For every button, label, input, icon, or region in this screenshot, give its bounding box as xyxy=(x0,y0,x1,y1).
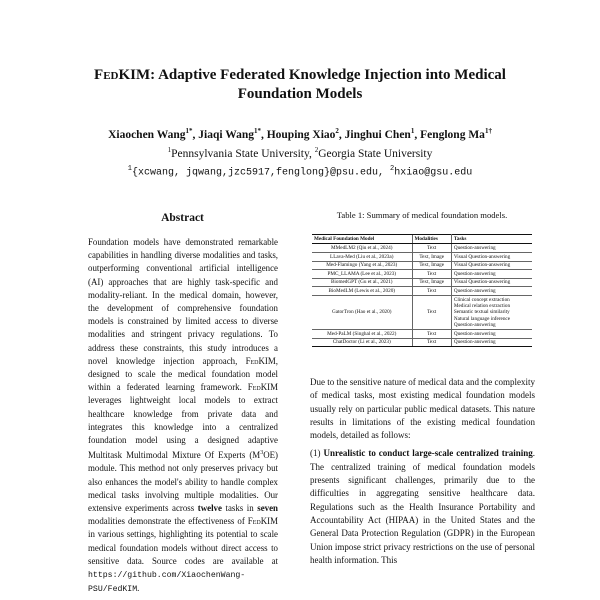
tasks-cell xyxy=(451,261,532,270)
table-row xyxy=(312,278,532,287)
modalities-cell: Text xyxy=(412,295,451,329)
model-cell: BiomedGPT (Gu et al., 2021) xyxy=(312,278,412,287)
tasks-cell xyxy=(451,270,532,279)
table-caption: Table 1: Summary of medical foundation models. xyxy=(336,210,508,220)
modalities-cell: Text, Image xyxy=(412,278,451,287)
paper-title xyxy=(60,66,540,104)
tasks-cell xyxy=(451,287,532,296)
abstract-part: Foundation models have demonstrated remarkable capabilities in handling diverse modalities and tasks, outperforming conventional artificial intelligence (AI) approaches that are highly task-specific and modality-reliant. In the medical domain, however, the development of comprehensive foundation models is constrained by limited access to diverse modalities and stringent privacy regulations. To address these constraints, this study introduces a novel knowledge injection approach, xyxy=(88,237,278,366)
table-row xyxy=(312,261,532,270)
system-name: FedKIM xyxy=(245,355,276,366)
tasks-cell xyxy=(451,330,532,339)
system-name: FedKIM xyxy=(247,516,278,527)
task-item: Natural language inference xyxy=(453,315,511,322)
model-cell: Med-Flamingo (Yang et al., 2023) xyxy=(312,261,412,270)
author-mark: 1* xyxy=(185,127,193,135)
bold-word: seven xyxy=(257,503,278,514)
tasks-cell xyxy=(451,278,532,287)
paragraph: Due to the sensitive nature of medical data and the complexity of medical tasks, most existing medical foundation models usually rely on particular public medical datasets. This nature results in limitations of the existing medical foundation models, detailed as follows: xyxy=(310,377,535,441)
task-item: Question-answering xyxy=(453,330,496,337)
abstract-part: . xyxy=(137,583,140,594)
tasks-cell xyxy=(451,244,532,253)
table-row xyxy=(312,287,532,296)
author-block xyxy=(30,124,570,180)
modalities-cell: Text xyxy=(412,270,451,279)
bold-heading: Unrealistic to conduct large-scale centralized training xyxy=(323,448,533,459)
modalities-cell: Text xyxy=(412,287,451,296)
author-names: Xiaochen Wang$^{1*}$, Jiaqi Wang$^{1*}$, Houping Xiao$^2$, Jinghui Chen$^1$, Fenglong $Ma^{1\dagger}$ xyxy=(108,127,492,141)
modalities-cell: Text xyxy=(412,244,451,253)
system-name: FedKIM xyxy=(94,67,151,83)
abstract-part: modalities demonstrate the effectiveness of xyxy=(88,516,248,527)
email-mark: 2 xyxy=(390,164,395,173)
paragraph-text: . The centralized training of medical foundation models presents significant challenges, primarily due to the difficulties in aggregating sensitive healthcare data. Regulations such as the Health Insurance Portability and Accountability Act (HIPAA) in the United States and the General Data Protection Regulation (GDPR) in the European Union impose strict privacy restrictions on the use of personal health information. This xyxy=(310,448,536,565)
table-row xyxy=(312,270,532,279)
author-name: Fenglong Ma xyxy=(420,128,485,141)
author-mark: 1 xyxy=(410,127,415,135)
table-row xyxy=(312,330,532,339)
author-name: Jiaqi Wang xyxy=(198,128,254,141)
task-item: Visual Question-answering xyxy=(453,279,511,286)
abstract-part: OE) module. This method not only preserves privacy but also enhances the model's ability to handle complex medical tasks involving multiple modalities. Our extensive experiments across xyxy=(88,450,278,514)
modalities-cell: Text, Image xyxy=(412,261,451,270)
task-item: Question-answering xyxy=(453,270,496,277)
modalities-cell: Text, Image xyxy=(412,253,451,262)
author-mark: 1* xyxy=(253,127,261,135)
task-item: Visual Question-answering xyxy=(453,262,511,269)
model-cell: PMC_LLAMA (Lee et al., 2023) xyxy=(312,270,412,279)
title-line-1 xyxy=(60,66,540,85)
emails xyxy=(30,162,570,180)
abstract-text xyxy=(88,236,278,596)
affil-mark: 2 xyxy=(314,145,319,154)
abstract-part: tasks in xyxy=(221,503,258,514)
affiliation-2: Georgia State University xyxy=(318,147,433,160)
title-line-2: Foundation Models xyxy=(237,86,363,102)
modalities-cell: Text xyxy=(412,338,451,347)
author-name: Jinghui Chen xyxy=(344,128,411,141)
body-text xyxy=(310,376,535,572)
task-item: Question-answering xyxy=(453,339,496,346)
system-name: FedKIM xyxy=(247,382,278,393)
task-item: Question-answering xyxy=(453,287,496,294)
email-1: {xcwang, jqwang,jzc5917,fenglong}@psu.edu, xyxy=(131,166,391,178)
abstract-part: in various settings, highlighting its potential to scale medical foundation models without direct access to sensitive data. Source codes are available at xyxy=(88,529,278,566)
affil-mark: 1 xyxy=(167,145,172,154)
task-item: Visual Question-answering xyxy=(453,253,511,260)
task-item: Medical relation extraction xyxy=(453,302,511,309)
table-row xyxy=(312,338,532,347)
source-code-link[interactable]: https://github.com/XiaochenWang-PSU/FedKIM xyxy=(88,571,246,595)
table-header-cell: Medical Foundation Model xyxy=(312,235,412,244)
bold-word: twelve xyxy=(197,503,222,514)
table-row xyxy=(312,253,532,262)
table-header-cell: Tasks xyxy=(451,235,532,244)
model-cell: GatorTron (Hao et al., 2020) xyxy=(312,295,412,329)
title-rest: : Adaptive Federated Knowledge Injection into Medical xyxy=(150,67,506,83)
email-2: hxiao@gsu.edu xyxy=(394,166,473,178)
abstract-part: , designed to scale the medical foundation model within a federated learning framework. xyxy=(88,355,278,393)
paragraph xyxy=(310,447,535,567)
model-cell: BioMedLM (Lewis et al., 2020) xyxy=(312,287,412,296)
email-mark: 1 xyxy=(127,164,132,173)
tasks-cell xyxy=(451,338,532,347)
model-cell: Med-PaLM (Singhal et al., 2022) xyxy=(312,330,412,339)
modalities-cell: Text xyxy=(412,330,451,339)
summary-table xyxy=(312,234,532,347)
task-item: Clinical concept extraction xyxy=(453,296,510,303)
author-mark: 2 xyxy=(335,127,339,135)
author-mark: 1† xyxy=(484,127,492,135)
table-body xyxy=(312,244,532,347)
task-item: Semantic textual similarity xyxy=(453,309,510,316)
affiliations xyxy=(30,143,570,162)
table-header-row xyxy=(312,235,532,244)
superscript: 3 xyxy=(260,450,264,457)
tasks-cell xyxy=(451,253,532,262)
table-row xyxy=(312,244,532,253)
abstract-heading: Abstract xyxy=(161,212,204,224)
abstract-part: leverages lightweight local models to extract healthcare knowledge from private data and integrates this knowledge into a centralized foundation model using a designed adaptive Multitask Multimodal Mixture Of Experts (M xyxy=(88,395,278,461)
model-cell: MMedLM2 (Qiu et al., 2024) xyxy=(312,244,412,253)
task-item: Question-answering xyxy=(453,322,496,329)
model-cell: LLava-Med (Liu et al., 2023a) xyxy=(312,253,412,262)
author-name: Houping Xiao xyxy=(266,128,336,141)
model-cell: ChatDoctor (Li et al., 2023) xyxy=(312,338,412,347)
task-item: Question-answering xyxy=(453,245,496,251)
affiliation-1: Pennsylvania State University, xyxy=(171,147,315,160)
enum-lead: (1) xyxy=(310,448,324,459)
author-name: Xiaochen Wang xyxy=(108,128,186,141)
tasks-cell xyxy=(451,295,532,329)
table-row xyxy=(312,295,532,329)
table-header-cell: Modalities xyxy=(412,235,451,244)
